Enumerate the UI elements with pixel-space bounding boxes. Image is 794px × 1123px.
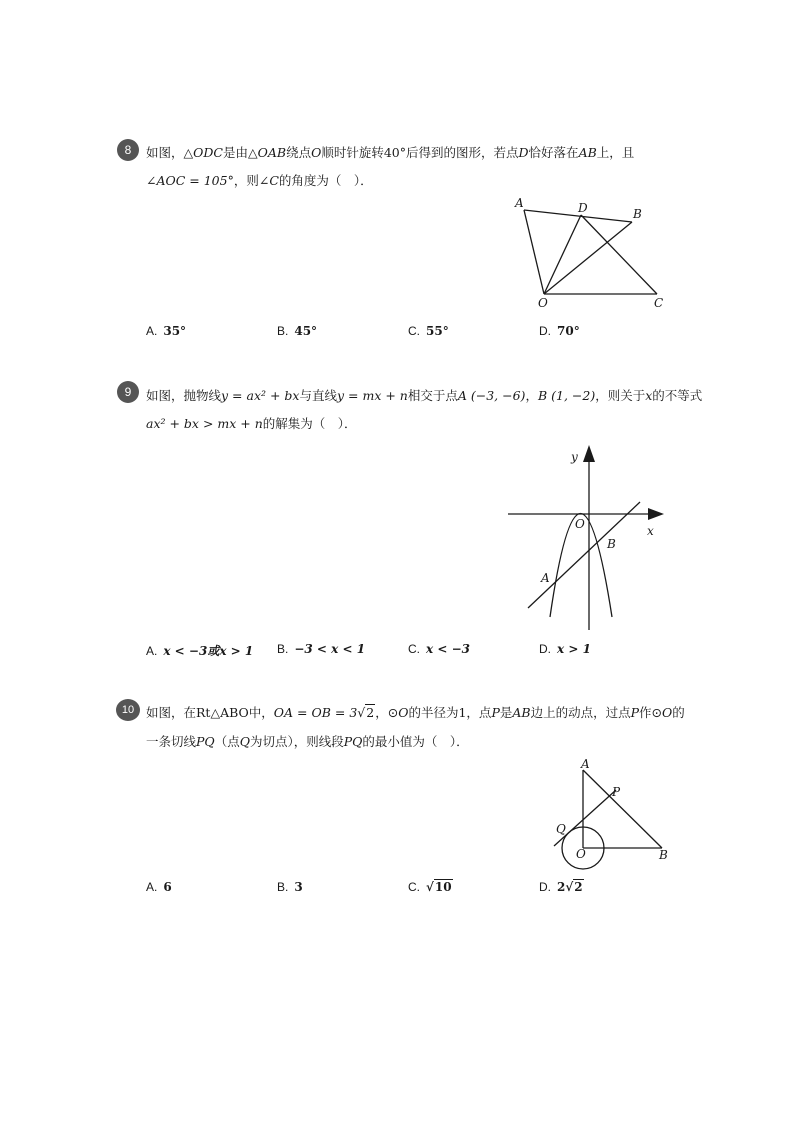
point-label-A: A [581,757,590,771]
axis-label-x: x [647,524,654,538]
option-c[interactable]: C. x < −3 [408,642,470,656]
question-text-line-1: 如图，在Rt△ABO中，OA = OB = 3√2，⊙O的半径为1，点P是AB边上的动点，过点P作⊙O的 [146,705,685,720]
point-label-B: B [607,537,616,551]
option-d[interactable]: D. 70° [539,324,580,338]
option-b[interactable]: B. 3 [277,880,303,894]
question-text-line-2: 一条切线PQ（点Q为切点），则线段PQ的最小值为（ ）． [146,734,469,749]
point-label-P: P [612,785,621,799]
point-label-O: O [575,517,585,531]
point-label-D: D [578,201,588,215]
option-c[interactable]: C. 55° [408,324,449,338]
question-text-line-2: ∠AOC = 105°，则∠C的角度为（ ）． [146,173,373,188]
question-text-line-2: ax² + bx > mx + n的解集为（ ）． [146,416,357,431]
point-label-O: O [576,847,586,861]
question-number-badge: 9 [117,381,139,403]
option-d[interactable]: D. x > 1 [539,642,591,656]
point-label-O: O [538,296,548,310]
option-b[interactable]: B. −3 < x < 1 [277,642,366,656]
point-label-B: B [633,207,642,221]
question-number-badge: 10 [116,699,140,721]
point-label-C: C [654,296,664,310]
question-text-line-1: 如图，△ODC是由△OAB绕点O顺时针旋转40°后得到的图形，若点D恰好落在AB上，且 [146,145,635,160]
point-label-A: A [515,196,524,210]
question-number-badge: 8 [117,139,139,161]
option-c[interactable]: C. √10 [408,880,452,894]
option-a[interactable]: A. 35° [146,324,187,338]
option-a[interactable]: A. 6 [146,880,172,894]
point-label-B: B [659,848,668,862]
option-b[interactable]: B. 45° [277,324,318,338]
tangent-PQ [554,790,616,846]
axis-label-y: y [571,450,578,464]
point-label-A: A [541,571,550,585]
point-label-Q: Q [556,822,566,836]
option-d[interactable]: D. 2√2 [539,880,583,894]
option-a[interactable]: A. x < −3或x > 1 [146,644,254,658]
question-text-line-1: 如图，抛物线y = ax² + bx与直线y = mx + n相交于点A (−3, −6)，B (1, −2)，则关于x的不等式 [146,388,703,403]
